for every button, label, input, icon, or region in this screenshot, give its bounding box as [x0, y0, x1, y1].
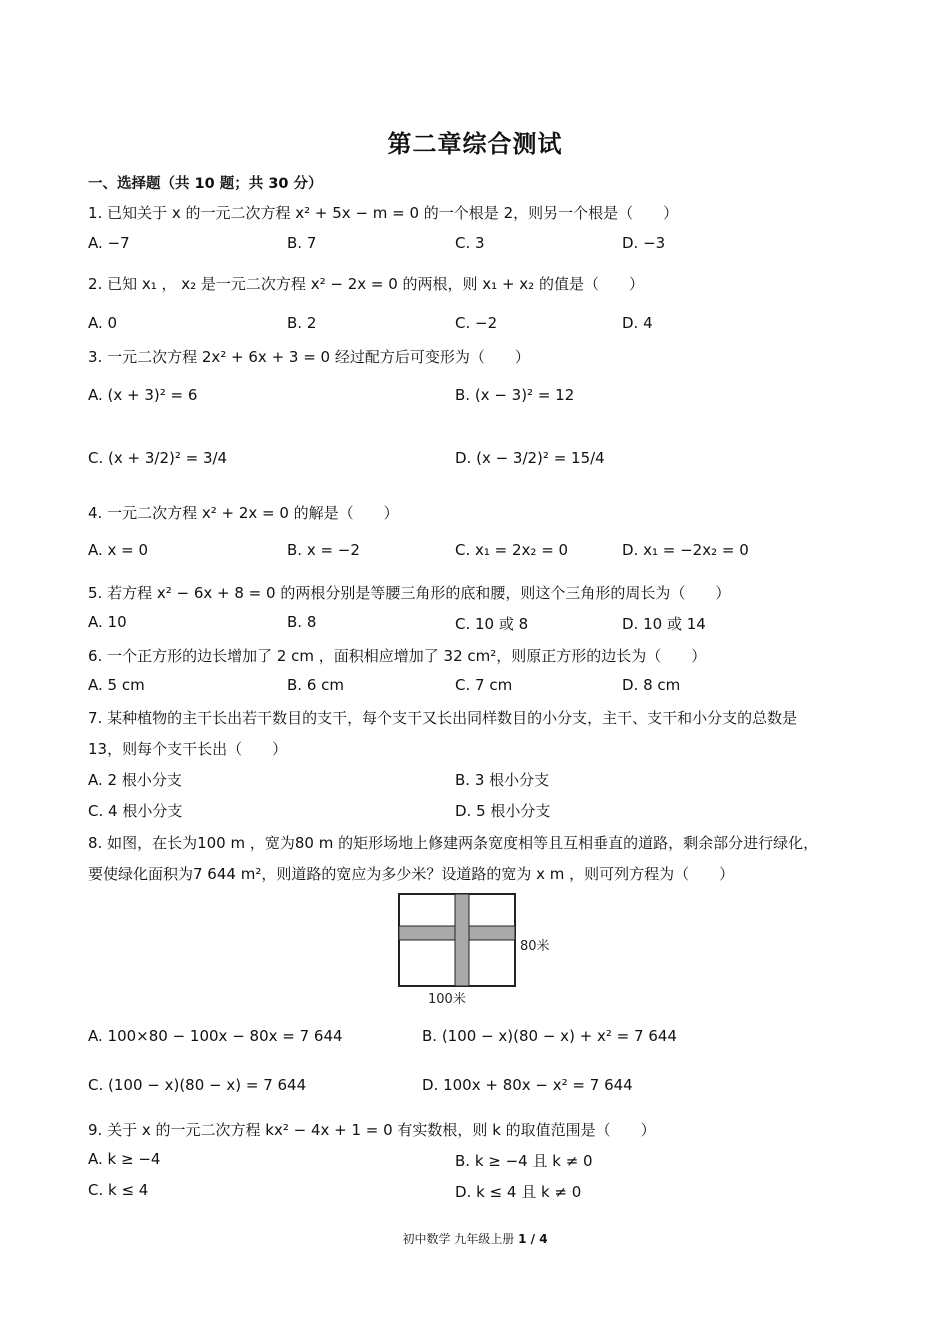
q6-option-d: D. 8 cm: [622, 676, 681, 694]
q5-option-d: D. 10 或 14: [622, 615, 706, 633]
question-2-stem: 2. 已知 x₁ ， x₂ 是一元二次方程 x² − 2x = 0 的两根，则 x₁ + x₂ 的值是（ ）: [88, 275, 644, 293]
question-5-stem: 5. 若方程 x² − 6x + 8 = 0 的两根分别是等腰三角形的底和腰，则这个三角形的周长为（ ）: [88, 584, 731, 602]
q6-option-b: B. 6 cm: [287, 676, 344, 694]
footer-subject: 初中数学 九年级上册: [402, 1232, 515, 1246]
question-9-stem: 9. 关于 x 的一元二次方程 kx² − 4x + 1 = 0 有实数根，则 k 的取值范围是（ ）: [88, 1121, 656, 1139]
question-6-stem: 6. 一个正方形的边长增加了 2 cm ，面积相应增加了 32 cm²，则原正方形的边长为（ ）: [88, 647, 707, 665]
page-number: 1 / 4: [518, 1232, 548, 1246]
q9-option-d: D. k ≤ 4 且 k ≠ 0: [455, 1183, 582, 1201]
question-3-stem: 3. 一元二次方程 2x² + 6x + 3 = 0 经过配方后可变形为（ ）: [88, 348, 530, 366]
page-title: 第二章综合测试: [387, 130, 563, 158]
q7-option-a: A. 2 根小分支: [88, 771, 182, 789]
question-7-stem-line1: 7. 某种植物的主干长出若干数目的支干，每个支干又长出同样数目的小分支，主干、支干和小分支的总数是: [88, 709, 798, 727]
q2-option-b: B. 2: [287, 314, 317, 332]
q4-option-d: D. x₁ = −2x₂ = 0: [622, 541, 749, 559]
q2-option-a: A. 0: [88, 314, 118, 332]
q6-option-c: C. 7 cm: [455, 676, 513, 694]
q7-option-c: C. 4 根小分支: [88, 802, 183, 820]
q3-option-d: D. (x − 3/2)² = 15/4: [455, 449, 605, 467]
q1-option-d: D. −3: [622, 234, 666, 252]
q4-option-b: B. x = −2: [287, 541, 360, 559]
width-label: 80米: [520, 939, 550, 954]
question-7-stem-line2: 13，则每个支干长出（ ）: [88, 740, 288, 758]
q1-option-b: B. 7: [287, 234, 317, 252]
q2-option-c: C. −2: [455, 314, 498, 332]
q6-option-a: A. 5 cm: [88, 676, 145, 694]
q5-option-a: A. 10: [88, 613, 127, 631]
question-1-stem: 1. 已知关于 x 的一元二次方程 x² + 5x − m = 0 的一个根是 2，则另一个根是（ ）: [88, 204, 679, 222]
q9-option-c: C. k ≤ 4: [88, 1181, 149, 1199]
q9-option-a: A. k ≥ −4: [88, 1150, 161, 1168]
q8-option-a: A. 100×80 − 100x − 80x = 7 644: [88, 1027, 343, 1045]
q3-option-a: A. (x + 3)² = 6: [88, 386, 198, 404]
q5-option-c: C. 10 或 8: [455, 615, 529, 633]
vertical-road: [455, 894, 469, 986]
road-figure: [395, 890, 565, 1010]
q9-option-b: B. k ≥ −4 且 k ≠ 0: [455, 1152, 593, 1170]
q7-option-d: D. 5 根小分支: [455, 802, 551, 820]
page-footer: [0, 1230, 950, 1247]
q8-option-d: D. 100x + 80x − x² = 7 644: [422, 1076, 633, 1094]
q4-option-a: A. x = 0: [88, 541, 149, 559]
length-label: 100米: [428, 992, 466, 1007]
question-8-stem-line1: 8. 如图，在长为100 m ，宽为80 m 的矩形场地上修建两条宽度相等且互相垂直的道路，剩余部分进行绿化，: [88, 834, 819, 852]
q4-option-c: C. x₁ = 2x₂ = 0: [455, 541, 569, 559]
section-heading: 一、选择题（共 10 题；共 30 分）: [88, 176, 323, 192]
q1-option-c: C. 3: [455, 234, 485, 252]
q5-option-b: B. 8: [287, 613, 317, 631]
q7-option-b: B. 3 根小分支: [455, 771, 550, 789]
q2-option-d: D. 4: [622, 314, 653, 332]
question-8-stem-line2: 要使绿化面积为7 644 m²，则道路的宽应为多少米？设道路的宽为 x m ，则可列方程为（ ）: [88, 865, 735, 883]
q3-option-c: C. (x + 3/2)² = 3/4: [88, 449, 228, 467]
q3-option-b: B. (x − 3)² = 12: [455, 386, 575, 404]
q1-option-a: A. −7: [88, 234, 130, 252]
q8-option-c: C. (100 − x)(80 − x) = 7 644: [88, 1076, 307, 1094]
q8-option-b: B. (100 − x)(80 − x) + x² = 7 644: [422, 1027, 677, 1045]
question-4-stem: 4. 一元二次方程 x² + 2x = 0 的解是（ ）: [88, 504, 399, 522]
